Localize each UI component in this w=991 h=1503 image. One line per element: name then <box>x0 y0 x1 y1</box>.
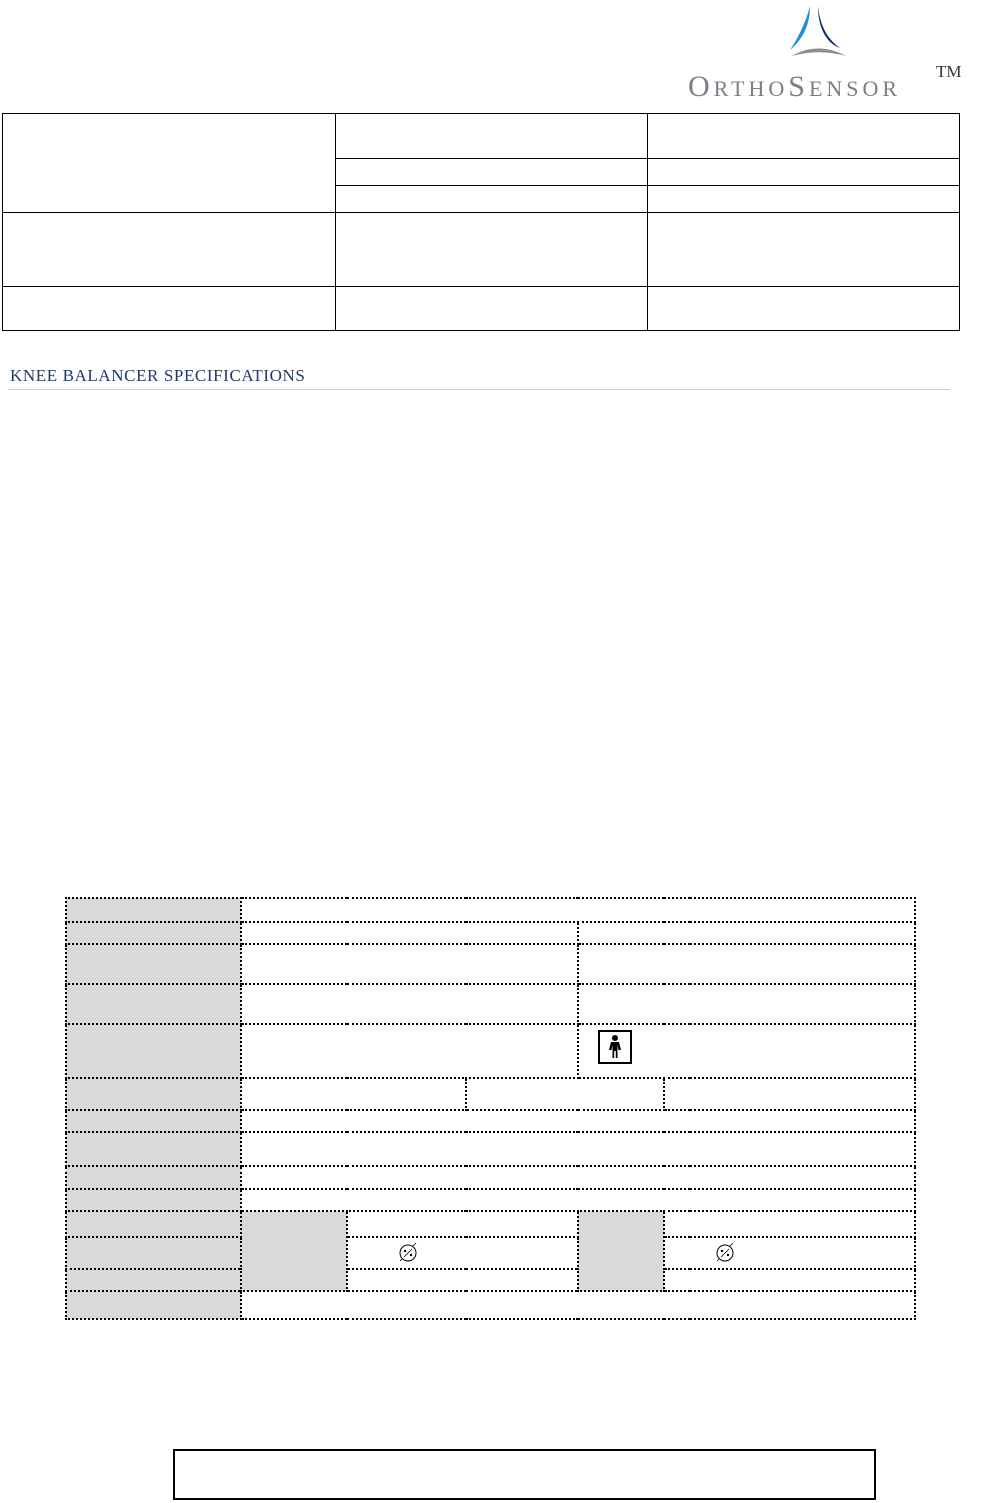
spec-label-cell <box>66 898 241 922</box>
humidity-limitation-icon <box>715 1243 735 1263</box>
spec-label-cell <box>66 1024 241 1078</box>
spec-value-cell <box>241 898 915 922</box>
spec-sublabel-cell <box>578 1211 664 1291</box>
spec-label-cell <box>66 1269 241 1291</box>
top-table-cell <box>648 114 960 159</box>
type-bf-applied-part-icon <box>598 1030 632 1064</box>
spec-label-cell <box>66 1189 241 1211</box>
spec-value-cell <box>578 984 915 1024</box>
spec-value-cell <box>578 922 915 944</box>
spec-label-cell <box>66 1211 241 1237</box>
top-table-cell <box>648 159 960 186</box>
section-divider <box>8 389 950 390</box>
specifications-table <box>65 897 916 1320</box>
orthosensor-logo-mark-icon <box>788 4 848 68</box>
top-table-cell <box>3 287 336 331</box>
footer-box <box>173 1449 876 1500</box>
spec-value-cell <box>664 1237 915 1269</box>
spec-sublabel-cell <box>241 1211 347 1291</box>
spec-label-cell <box>66 984 241 1024</box>
spec-label-cell <box>66 922 241 944</box>
spec-value-cell <box>241 922 578 944</box>
spec-value-cell <box>664 1078 915 1110</box>
top-table-cell <box>648 287 960 331</box>
humidity-limitation-icon <box>398 1243 418 1263</box>
spec-value-cell <box>347 1237 578 1269</box>
spec-label-cell <box>66 1237 241 1269</box>
logo-wordmark: ORTHOSENSOR <box>688 70 902 103</box>
spec-value-cell <box>347 1211 578 1237</box>
section-heading: KNEE BALANCER SPECIFICATIONS <box>10 366 306 385</box>
top-table-cell <box>336 114 648 159</box>
spec-label-cell <box>66 1291 241 1319</box>
spec-label-cell <box>66 944 241 984</box>
top-table-cell <box>336 213 648 287</box>
spec-value-cell <box>241 1291 915 1319</box>
top-table-cell <box>336 159 648 186</box>
spec-value-cell <box>664 1211 915 1237</box>
orthosensor-logo <box>688 4 962 103</box>
spec-value-cell <box>466 1078 664 1110</box>
top-table-cell <box>3 114 336 213</box>
spec-label-cell <box>66 1166 241 1189</box>
spec-value-cell <box>241 944 578 984</box>
spec-label-cell <box>66 1132 241 1166</box>
spec-value-cell <box>241 1166 915 1189</box>
top-table-cell <box>3 213 336 287</box>
spec-label-cell <box>66 1078 241 1110</box>
spec-value-cell <box>241 1110 915 1132</box>
top-table-cell <box>336 186 648 213</box>
top-table-cell <box>648 213 960 287</box>
spec-value-cell <box>347 1269 578 1291</box>
top-table-cell <box>336 287 648 331</box>
spec-label-cell <box>66 1110 241 1132</box>
trademark-mark: TM <box>936 62 962 81</box>
spec-value-cell <box>241 1189 915 1211</box>
spec-value-cell <box>664 1269 915 1291</box>
top-table <box>2 113 960 331</box>
spec-value-cell <box>241 1024 578 1078</box>
spec-value-cell <box>241 1132 915 1166</box>
spec-value-cell <box>241 1078 466 1110</box>
spec-value-cell <box>241 984 578 1024</box>
spec-value-cell <box>578 1024 915 1078</box>
top-table-cell <box>648 186 960 213</box>
spec-value-cell <box>578 944 915 984</box>
